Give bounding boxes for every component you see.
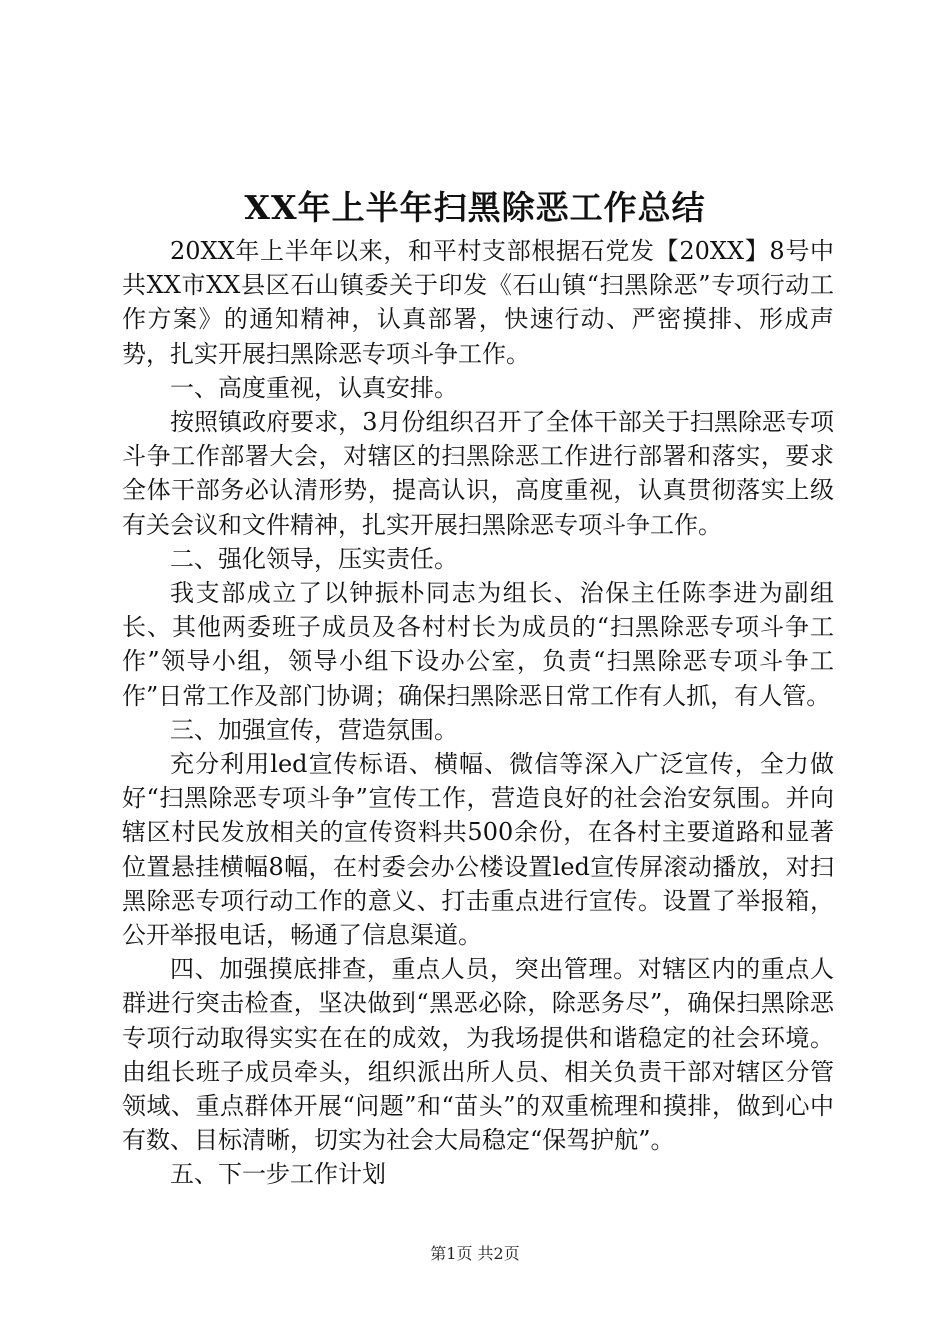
page-footer: 第1页 共2页: [430, 1244, 520, 1263]
section-heading-3: 三、加强宣传，营造氛围。: [170, 715, 458, 744]
section-paragraph-1: 按照镇政府要求，3月份组织召开了全体干部关于扫黑除恶专项斗争工作部署大会，对辖区的扫黑除恶工作进行部署和落实，要求全体干部务必认清形势，提高认识，高度重视，认真贯彻落实上级有关会议和文件精神，扎实开展扫黑除恶专项斗争工作。: [122, 408, 834, 539]
section-paragraph-2: 我支部成立了以钟振朴同志为组长、治保主任陈李进为副组长、其他两委班子成员及各村村长为成员的“扫黑除恶专项斗争工作”领导小组，领导小组下设办公室，负责“扫黑除恶专项斗争工作”日常工作及部门协调；确保扫黑除恶日常工作有人抓，有人管。: [122, 579, 834, 710]
section-heading-5: 五、下一步工作计划: [170, 1160, 386, 1189]
section-heading-1: 一、高度重视，认真安排。: [170, 373, 458, 402]
intro-paragraph: 20XX年上半年以来，和平村支部根据石党发【20XX】8号中共XX市XX县区石山镇委关于印发《石山镇“扫黑除恶”专项行动工作方案》的通知精神，认真部署，快速行动、严密摸排、形成声势，扎实开展扫黑除恶专项斗争工作。: [122, 237, 834, 368]
document-body: [122, 234, 834, 1192]
section-paragraph-3: 充分利用led宣传标语、横幅、微信等深入广泛宣传，全力做好“扫黑除恶专项斗争”宣传工作，营造良好的社会治安氛围。并向辖区村民发放相关的宣传资料共500余份，在各村主要道路和显著位置悬挂横幅8幅，在村委会办公楼设置led宣传屏滚动播放，对扫黑除恶专项行动工作的意义、打击重点进行宣传。设置了举报箱，公开举报电话，畅通了信息渠道。: [122, 750, 834, 950]
section-heading-2: 二、强化领导，压实责任。: [170, 544, 458, 573]
document-title: XX年上半年扫黑除恶工作总结: [244, 188, 706, 227]
section-paragraph-4: 四、加强摸底排查，重点人员，突出管理。对辖区内的重点人群进行突击检查，坚决做到“黑恶必除，除恶务尽”，确保扫黑除恶专项行动取得实实在在的成效，为我场提供和谐稳定的社会环境。由组长班子成员牵头，组织派出所人员、相关负责干部对辖区分管领域、重点群体开展“问题”和“苗头”的双重梳理和摸排，做到心中有数、目标清晰，切实为社会大局稳定“保驾护航”。: [122, 955, 834, 1155]
